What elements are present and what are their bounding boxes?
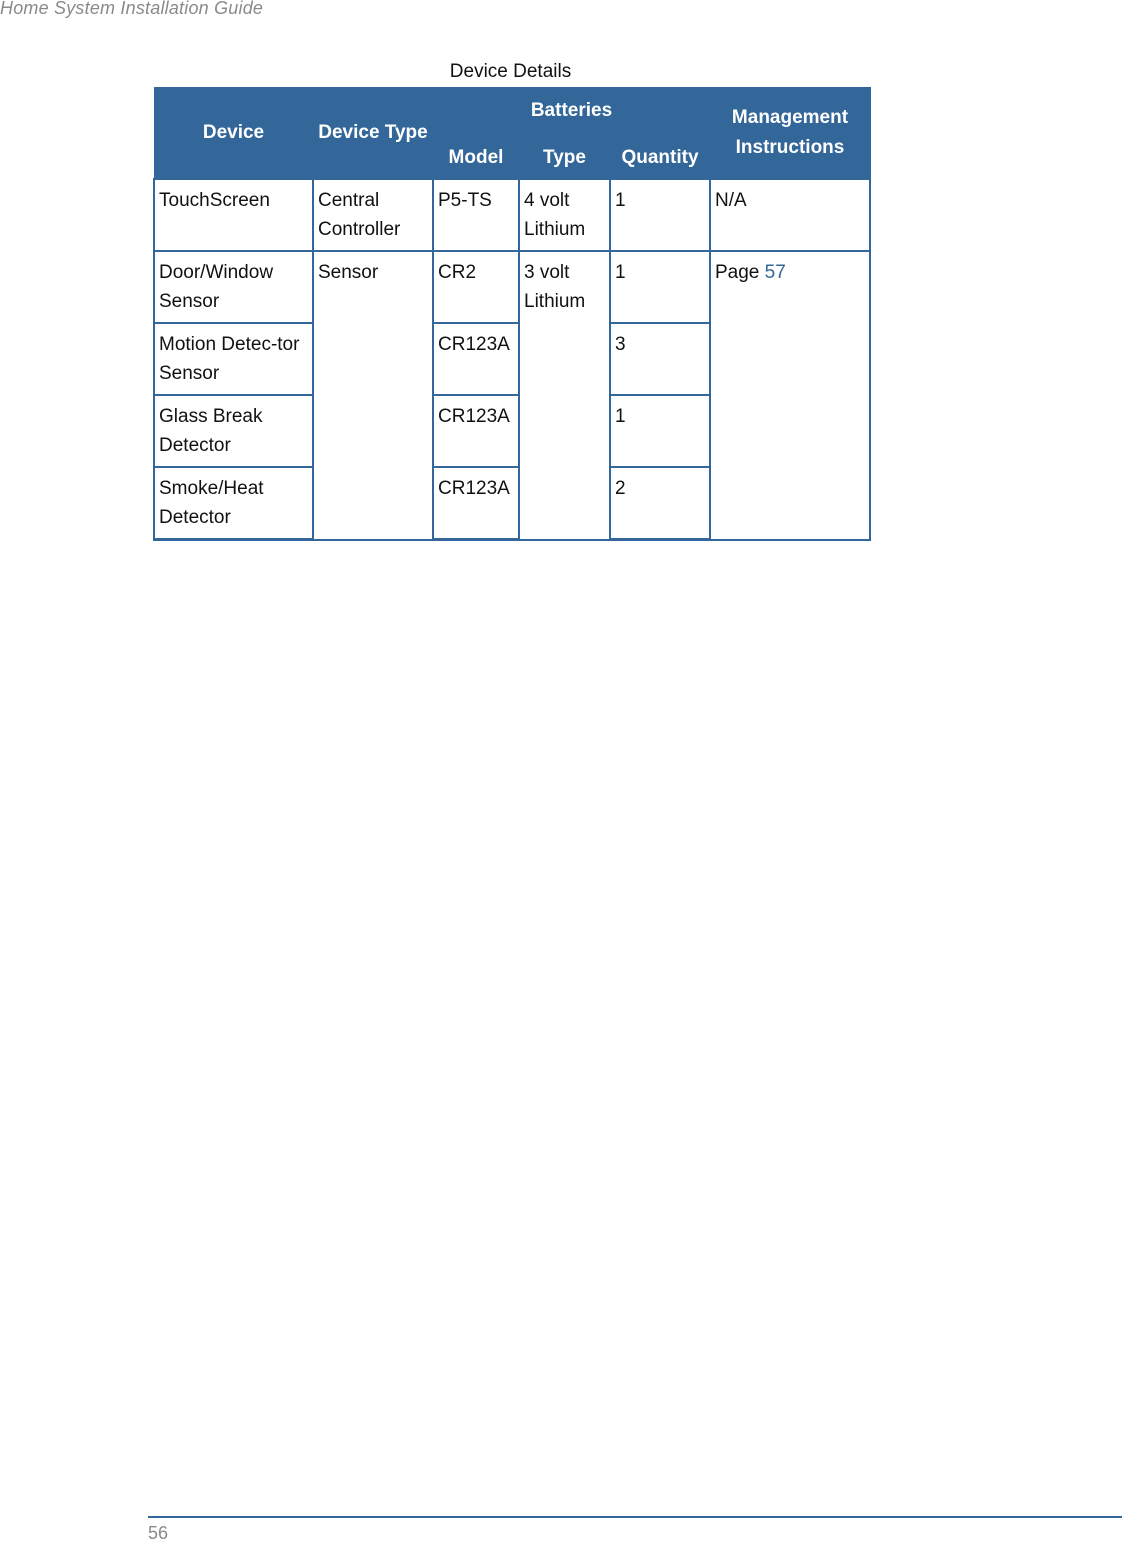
cell-device: Glass Break Detector (154, 395, 313, 467)
cell-device: TouchScreen (154, 179, 313, 251)
cell-quantity: 2 (610, 467, 710, 540)
cell-model: CR2 (433, 251, 519, 323)
management-page-label: Page (715, 262, 765, 283)
table-caption: Device Details (449, 61, 572, 82)
cell-model: CR123A (433, 395, 519, 467)
cell-model: CR123A (433, 467, 519, 540)
header-device-type: Device Type (313, 88, 433, 180)
cell-device-type: Central Controller (313, 179, 433, 251)
cell-device: Door/Window Sensor (154, 251, 313, 323)
header-device: Device (154, 88, 313, 180)
cell-device: Motion Detec-tor Sensor (154, 323, 313, 395)
cell-model: P5-TS (433, 179, 519, 251)
header-management-instructions: Management Instructions (710, 88, 870, 180)
footer-divider (148, 1516, 1122, 1518)
cell-model: CR123A (433, 323, 519, 395)
page-number: 56 (148, 1523, 169, 1543)
cell-management (710, 251, 870, 540)
device-details-table (153, 87, 871, 541)
header-model: Model (433, 131, 519, 180)
table-header-row (154, 88, 870, 131)
cell-battery-type: 4 volt Lithium (519, 179, 610, 251)
cell-quantity: 1 (610, 395, 710, 467)
cell-quantity: 3 (610, 323, 710, 395)
table-row (154, 179, 870, 251)
header-quantity: Quantity (610, 131, 710, 180)
cell-management: N/A (710, 179, 870, 251)
running-header-title: Home System Installation Guide (0, 0, 264, 18)
header-battery-type: Type (519, 131, 610, 180)
table-row (154, 251, 870, 323)
cell-quantity: 1 (610, 179, 710, 251)
cell-battery-type: 3 volt Lithium (519, 251, 610, 540)
page-57-link[interactable]: 57 (764, 262, 786, 283)
cell-device-type: Sensor (313, 251, 433, 540)
cell-quantity: 1 (610, 251, 710, 323)
header-batteries: Batteries (433, 88, 710, 131)
cell-device: Smoke/Heat Detector (154, 467, 313, 540)
